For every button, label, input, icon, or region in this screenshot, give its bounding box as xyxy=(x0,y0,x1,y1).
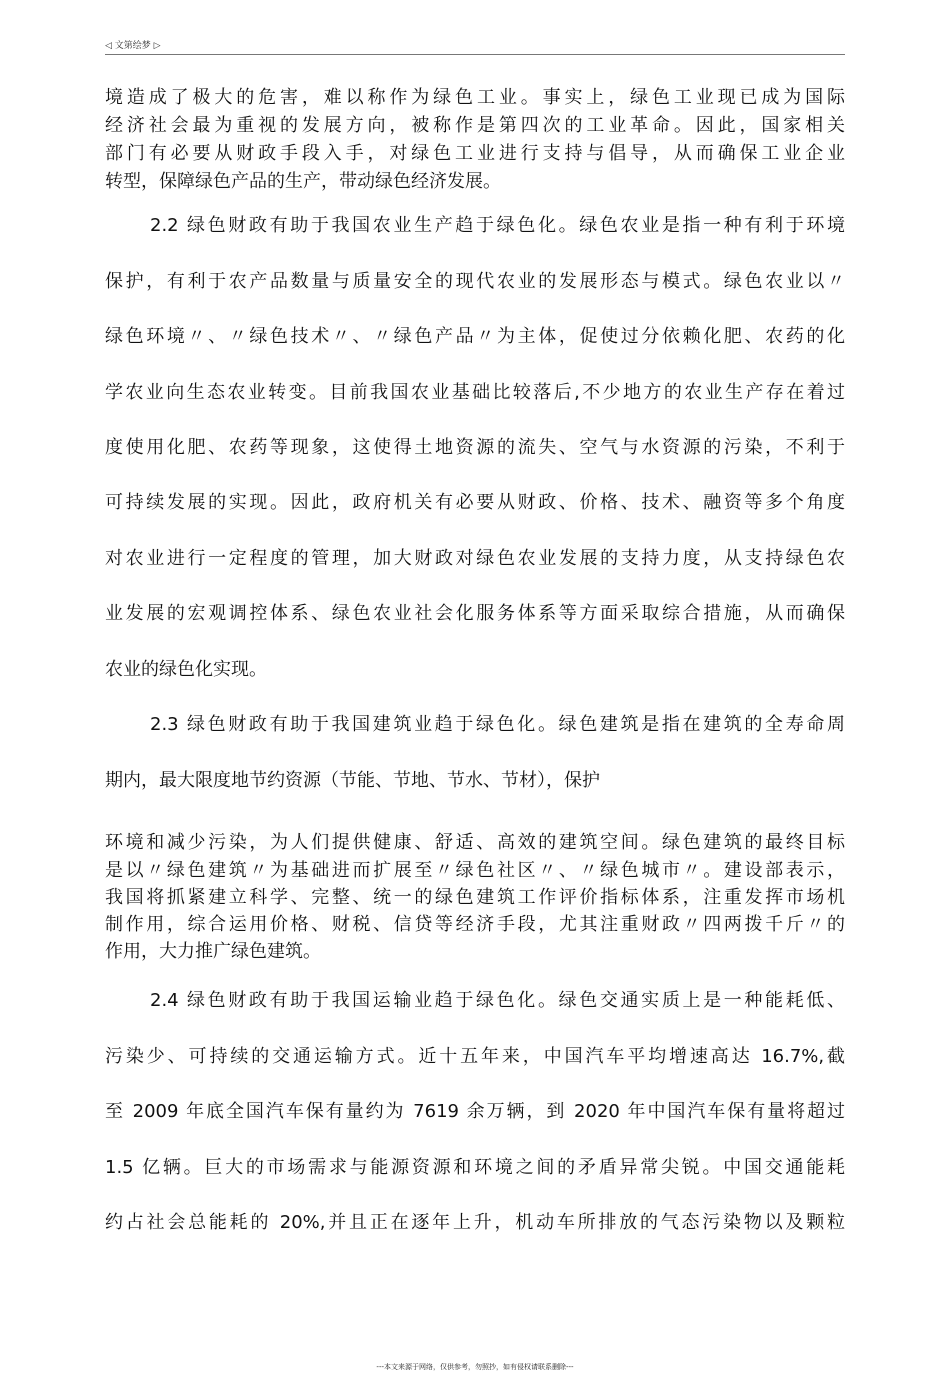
text-line: 期内，最大限度地节约资源（节能、节地、节水、节材），保护 xyxy=(105,770,600,791)
text-line: 学农业向生态农业转变。目前我国农业基础比较落后,不少地方的农业生产存在着过 xyxy=(105,382,845,403)
document-header: ◁ 文第绘梦 ▷ xyxy=(105,41,161,51)
text-line: 我国将抓紧建立科学、完整、统一的绿色建筑工作评价指标体系，注重发挥市场机 xyxy=(105,887,845,908)
text-line: 农业的绿色化实现。 xyxy=(105,659,267,680)
text-line: 污染少、可持续的交通运输方式。近十五年来，中国汽车平均增速高达 16.7%,截 xyxy=(105,1046,845,1067)
paragraph-start: 2.2 绿色财政有助于我国农业生产趋于绿色化。绿色农业是指一种有利于环境 xyxy=(150,215,845,236)
text-line: 部门有必要从财政手段入手，对绿色工业进行支持与倡导，从而确保工业企业 xyxy=(105,143,845,164)
text-line: 制作用，综合运用价格、财税、信贷等经济手段，尤其注重财政〃四两拨千斤〃的 xyxy=(105,914,845,935)
text-line: 保护，有利于农产品数量与质量安全的现代农业的发展形态与模式。绿色农业以〃 xyxy=(105,271,845,292)
text-line: 作用，大力推广绿色建筑。 xyxy=(105,941,321,962)
text-line: 是以〃绿色建筑〃为基础进而扩展至〃绿色社区〃、〃绿色城市〃。建设部表示， xyxy=(105,860,845,881)
text-line: 绿色环境〃、〃绿色技术〃、〃绿色产品〃为主体，促使过分依赖化肥、农药的化 xyxy=(105,326,845,347)
paragraph-start: 2.3 绿色财政有助于我国建筑业趋于绿色化。绿色建筑是指在建筑的全寿命周 xyxy=(150,714,845,735)
text-line: 转型，保障绿色产品的生产，带动绿色经济发展。 xyxy=(105,171,501,192)
text-line: 对农业进行一定程度的管理，加大财政对绿色农业发展的支持力度，从支持绿色农 xyxy=(105,548,845,569)
text-line: 业发展的宏观调控体系、绿色农业社会化服务体系等方面采取综合措施，从而确保 xyxy=(105,603,845,624)
header-rule xyxy=(105,54,845,55)
text-line: 可持续发展的实现。因此，政府机关有必要从财政、价格、技术、融资等多个角度 xyxy=(105,492,845,513)
text-line: 1.5 亿辆。巨大的市场需求与能源资源和环境之间的矛盾异常尖锐。中国交通能耗 xyxy=(105,1157,845,1178)
text-line: 经济社会最为重视的发展方向，被称作是第四次的工业革命。因此，国家相关 xyxy=(105,115,845,136)
paragraph-start: 2.4 绿色财政有助于我国运输业趋于绿色化。绿色交通实质上是一种能耗低、 xyxy=(150,990,845,1011)
text-line: 度使用化肥、农药等现象，这使得土地资源的流失、空气与水资源的污染，不利于 xyxy=(105,437,845,458)
text-line: 至 2009 年底全国汽车保有量约为 7619 余万辆，到 2020 年中国汽车保有量将超过 xyxy=(105,1101,845,1122)
text-line: 约占社会总能耗的 20%,并且正在逐年上升，机动车所排放的气态污染物以及颗粒 xyxy=(105,1212,845,1233)
page-footer: ---本文来源于网络，仅供参考，勿照抄，如有侵权请联系删除--- xyxy=(376,1363,574,1371)
text-line: 境造成了极大的危害，难以称作为绿色工业。事实上，绿色工业现已成为国际 xyxy=(105,87,845,108)
text-line: 环境和减少污染，为人们提供健康、舒适、高效的建筑空间。绿色建筑的最终目标 xyxy=(105,832,845,853)
